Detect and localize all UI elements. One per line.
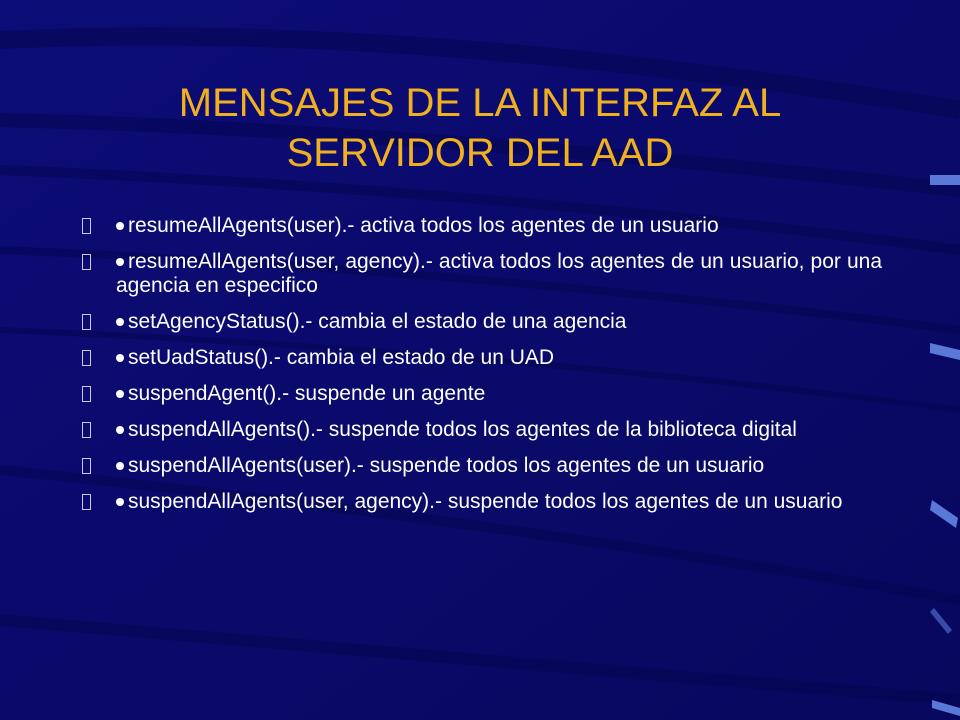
checkbox-bullet-icon — [82, 218, 91, 234]
slide-title-line2: SERVIDOR DEL AAD — [286, 131, 674, 175]
message-list — [82, 214, 882, 526]
dot-bullet-icon — [116, 318, 124, 326]
dot-bullet-icon — [116, 426, 124, 434]
list-item-text: setAgencyStatus().- cambia el estado de una agencia — [128, 310, 627, 333]
list-item-text: suspendAllAgents().- suspende todos los agentes de la biblioteca digital — [128, 418, 797, 441]
list-item — [82, 490, 882, 514]
checkbox-bullet-icon — [82, 422, 91, 438]
list-item-text: setUadStatus().- cambia el estado de un UAD — [128, 346, 555, 369]
list-item — [82, 454, 882, 478]
list-item — [82, 250, 882, 298]
dot-bullet-icon — [116, 390, 124, 398]
list-item — [82, 214, 882, 238]
list-item — [82, 418, 882, 442]
list-item-text: suspendAgent().- suspende un agente — [128, 382, 486, 405]
dot-bullet-icon — [116, 462, 124, 470]
list-item-text: suspendAllAgents(user, agency).- suspende todos los agentes de un usuario — [128, 490, 843, 513]
dot-bullet-icon — [116, 222, 124, 230]
list-item — [82, 346, 882, 370]
checkbox-bullet-icon — [82, 314, 91, 330]
checkbox-bullet-icon — [82, 494, 91, 510]
list-item — [82, 382, 882, 406]
dot-bullet-icon — [116, 258, 124, 266]
slide-title-line1: MENSAJES DE LA INTERFAZ AL — [178, 81, 782, 125]
dot-bullet-icon — [116, 498, 124, 506]
list-item-text: resumeAllAgents(user, agency).- activa todos los agentes de un usuario, por una agencia en especifico — [116, 250, 882, 297]
slide-title — [120, 78, 840, 178]
list-item-text: resumeAllAgents(user).- activa todos los agentes de un usuario — [128, 214, 719, 237]
list-item-text: suspendAllAgents(user).- suspende todos los agentes de un usuario — [128, 454, 765, 477]
checkbox-bullet-icon — [82, 254, 91, 270]
checkbox-bullet-icon — [82, 350, 91, 366]
dot-bullet-icon — [116, 354, 124, 362]
checkbox-bullet-icon — [82, 386, 91, 402]
list-item — [82, 310, 882, 334]
checkbox-bullet-icon — [82, 458, 91, 474]
